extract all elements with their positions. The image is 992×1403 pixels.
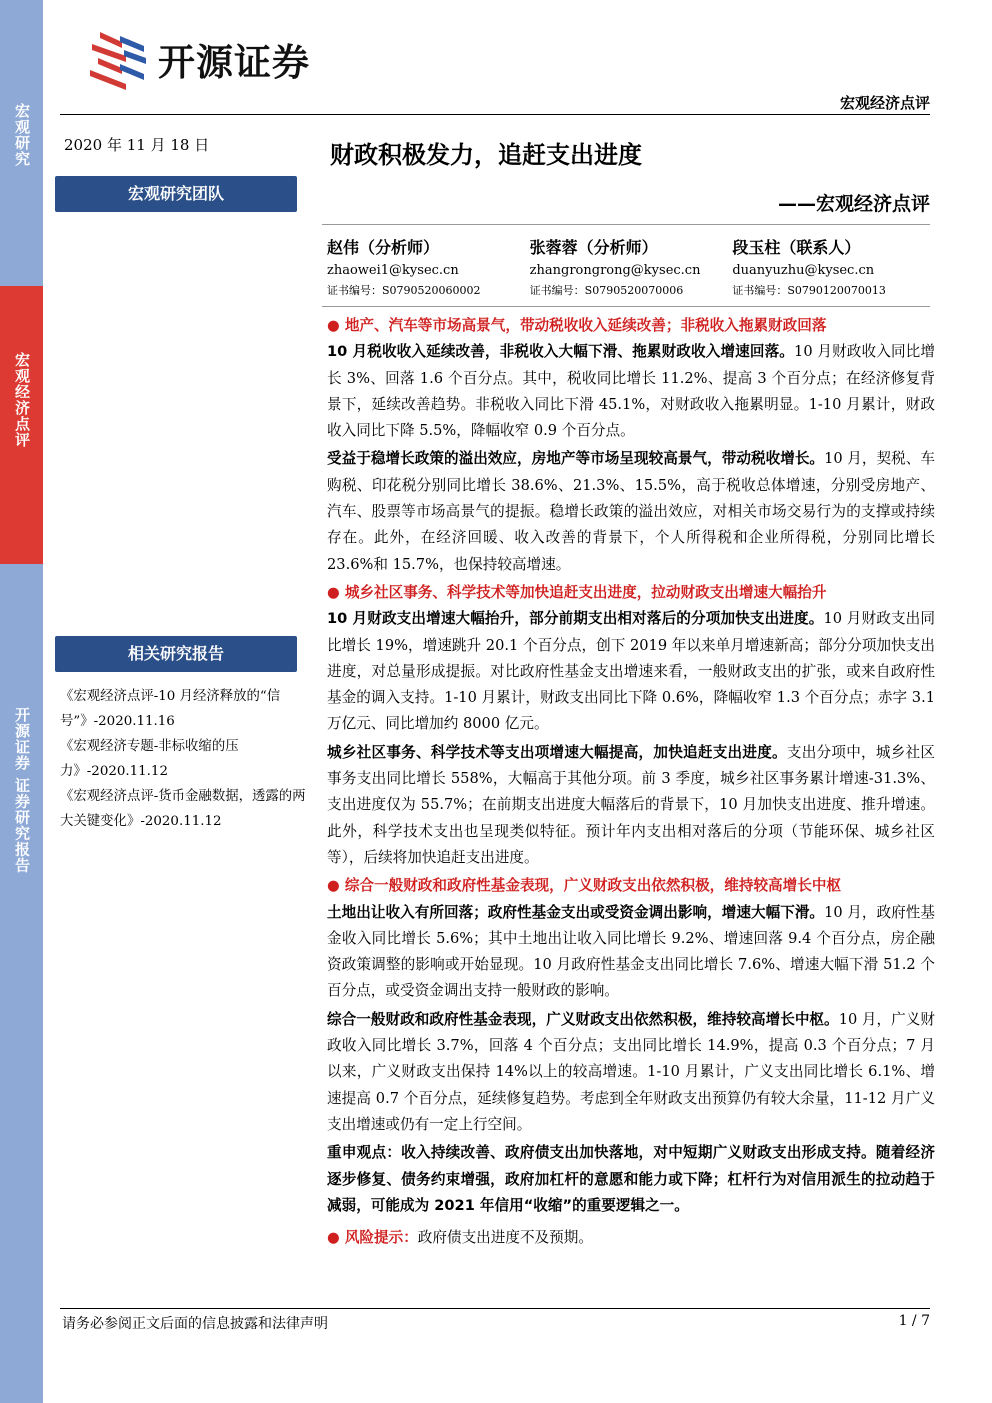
para-lead: 10 月财政支出增速大幅抬升，部分前期支出相对落后的分项加快支出进度。 xyxy=(327,610,824,628)
section-heading: ● 地产、汽车等市场高景气，带动税收收入延续改善；非税收入拖累财政回落 xyxy=(327,317,827,334)
para-text: 10 月财政收入同比增长 3%、回落 1.6 个百分点。其中，税收同比增长 11.2%、提高 3 个百分点；在经济修复背景下，延续改善趋势。非税收入同比下滑 45.1%，对财政收入拖累明显。1-10 月累计，财政收入同比下降 5.5%，降幅收窄 0.9 个百分点。 xyxy=(327,343,935,440)
analyst-cert: 证书编号：S0790520070006 xyxy=(529,284,684,297)
team-label: 宏观研究团队 xyxy=(55,176,297,212)
para-text: 支出分项中，城乡社区事务支出同比增长 558%，大幅高于其他分项。前 3 季度，城乡社区事务累计增速-31.3%、支出进度仅为 55.7%；在前期支出进度大幅落后的背景下，10 月加快支出进度、推升增速。此外，科学技术支出也呈现类似特征。预计年内支出相对落后的分项（节能环保、城乡社区等），后续将加快追赶支出进度。 xyxy=(327,743,935,866)
para-text: 10 月，契税、车购税、印花税分别同比增长 38.6%、21.3%、15.5%，高于税收总体增速，分别受房地产、汽车、股票等市场高景气的提振。稳增长政策的溢出效应，对相关市场交易行为的支撑或持续存在。此外，在经济回暖、收入改善的背景下，个人所得税和企业所得税，分别同比增长 23.6%和 15.7%，也保持较高增速。 xyxy=(327,450,935,573)
page-number: 1 / 7 xyxy=(898,1313,930,1329)
report-body xyxy=(327,313,935,1253)
analyst-name: 赵伟（分析师） xyxy=(327,238,440,257)
related-reports xyxy=(60,684,310,834)
side-strip-middle xyxy=(0,286,43,564)
para-lead: 受益于稳增长政策的溢出效应，房地产等市场呈现较高景气，带动税收增长。 xyxy=(327,450,825,468)
analyst-email[interactable]: duanyuzhu@kysec.cn xyxy=(732,263,875,278)
logo-icon xyxy=(86,28,148,90)
analyst-card xyxy=(327,236,530,300)
para-lead: 综合一般财政和政府性基金表现，广义财政支出依然积极，维持较高增长中枢。 xyxy=(327,1010,839,1028)
body-paragraph xyxy=(327,339,935,444)
related-report-item[interactable]: 《宏观经济专题-非标收缩的压力》-2020.11.12 xyxy=(60,739,239,779)
section-heading: ● 城乡社区事务、科学技术等加快追赶支出进度，拉动财政支出增速大幅抬升 xyxy=(327,583,827,601)
analyst-card xyxy=(530,236,733,300)
para-lead: 城乡社区事务、科学技术等支出项增速大幅提高，加快追赶支出进度。 xyxy=(327,743,787,761)
para-lead: 土地出让收入有所回落；政府性基金支出或受资金调出影响，增速大幅下滑。 xyxy=(327,903,825,921)
related-label: 相关研究报告 xyxy=(55,636,297,672)
body-paragraph xyxy=(327,446,935,577)
para-text: 10 月，政府性基金收入同比增长 5.6%；其中土地出让收入同比增长 9.2%、增速回落 9.4 个百分点，房企融资政策调整的影响或开始显现。10 月政府性基金支出同比增长 7.6%、增速大幅下滑 51.2 个百分点，或受资金调出支持一般财政的影响。 xyxy=(327,903,935,1000)
analyst-name: 张蓉蓉（分析师） xyxy=(529,238,658,257)
body-paragraph xyxy=(327,1140,935,1219)
analyst-name: 段玉柱（联系人） xyxy=(732,238,861,257)
report-date: 2020 年 11 月 18 日 xyxy=(64,136,210,154)
brand-logo xyxy=(86,28,310,90)
para-text: 10 月，广义财政收入同比增长 3.7%，回落 4 个百分点；支出同比增长 14.9%，提高 0.3 个百分点；7 月以来，广义财政支出保持 14%以上的较高增速。1-10 月累计，广义支出同比增长 6.1%、增速提高 0.7 个百分点，延续修复趋势。考虑到全年财政支出预算仍有较大余量，11-12 月广义支出增速或仍有一定上行空间。 xyxy=(327,1010,935,1133)
para-lead: 10 月税收收入延续改善，非税收入大幅下滑、拖累财政收入增速回落。 xyxy=(327,343,795,361)
analyst-cert: 证书编号：S0790520060002 xyxy=(327,284,481,297)
body-paragraph xyxy=(327,1007,935,1138)
section-heading: ● 综合一般财政和政府性基金表现，广义财政支出依然积极，维持较高增长中枢 xyxy=(327,877,842,895)
side-strip-top xyxy=(0,0,43,286)
brand-name: 开源证券 xyxy=(158,41,310,84)
page-subtitle: ——宏观经济点评 xyxy=(777,193,930,215)
page-title: 财政积极发力，追赶支出进度 xyxy=(330,141,642,169)
related-report-item[interactable]: 《宏观经济点评-货币金融数据，透露的两大关键变化》-2020.11.12 xyxy=(60,789,306,829)
risk-label: ● 风险提示： xyxy=(327,1229,418,1247)
header-divider xyxy=(60,114,930,115)
footer-divider xyxy=(60,1308,930,1309)
side-strip-bottom-label: 开源证券 证券研究报告 xyxy=(13,707,31,874)
risk-text: 政府债支出进度不及预期。 xyxy=(417,1229,593,1247)
para-lead: 重申观点：收入持续改善、政府债支出加快落地，对中短期广义财政支出形成支持。随着经济逐步修复、债务约束增强，政府加杠杆的意愿和能力或下降；杠杆行为对信用派生的拉动趋于减弱，可能成为 2021 年信用“收缩”的重要逻辑之一。 xyxy=(327,1144,935,1214)
related-report-item[interactable]: 《宏观经济点评-10 月经济释放的“信号”》-2020.11.16 xyxy=(60,689,281,729)
analyst-card xyxy=(732,236,935,300)
analyst-divider xyxy=(322,306,930,307)
analyst-email[interactable]: zhaowei1@kysec.cn xyxy=(327,263,459,278)
side-strip-bottom xyxy=(0,564,43,1403)
body-paragraph xyxy=(327,900,935,1005)
analyst-cert: 证书编号：S0790120070013 xyxy=(732,284,886,297)
para-text: 10 月财政支出同比增长 19%，增速跳升 20.1 个百分点，创下 2019 年以来单月增速新高；部分分项加快支出进度，对总量形成提振。对比政府性基金支出增速来看，一般财政支出的扩张，或来自政府性基金的调入支持。1-10 月累计，财政支出同比下降 0.6%，降幅收窄 1.3 个百分点；赤字 3.1 万亿元、同比增加约 8000 亿元。 xyxy=(327,610,935,733)
risk-note xyxy=(327,1225,935,1251)
analyst-email[interactable]: zhangrongrong@kysec.cn xyxy=(529,263,701,278)
analyst-list xyxy=(327,236,935,300)
body-paragraph xyxy=(327,740,935,871)
side-strip-top-label: 宏观研究 xyxy=(13,103,31,167)
side-strip-middle-label: 宏观经济点评 xyxy=(13,352,31,448)
subtitle-divider xyxy=(322,224,930,225)
header-tag: 宏观经济点评 xyxy=(839,94,930,112)
footer-disclaimer: 请务必参阅正文后面的信息披露和法律声明 xyxy=(62,1316,328,1332)
body-paragraph xyxy=(327,606,935,737)
